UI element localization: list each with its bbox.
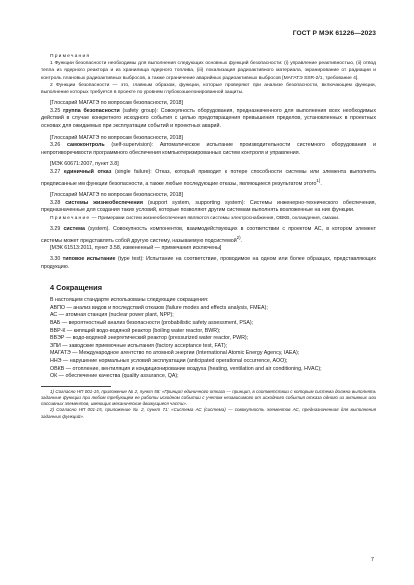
standard-header: ГОСТ Р МЭК 61226—2023: [292, 30, 376, 37]
term-3-27: 3.27 единичный отказ (single failure): Отказ, который приводит к потере способности системы или элемента выполнять предписанные им функции безопасности, а также любые последующие отказы, являющиеся результатом этого$^{1)}$.: [41, 168, 376, 187]
abbr-item: ОВКВ — отопление, вентиляция и кондиционирование воздуха (heating, ventilation and air conditioning, HVAC);: [50, 365, 322, 372]
note-support: Примечание — Примерами систем жизнеобеспечения являются системы электроснабжения, ОВКВ, охлаждения, смазки.: [50, 215, 340, 221]
abbr-item: МАГАТЭ — Международное агентство по атомной энергии (International Atomic Energy Agency, IAEA);: [50, 350, 300, 357]
abbr-item: ВАБ — вероятностный анализ безопасности (probabilistic safety assessment, PSA);: [50, 320, 254, 327]
page-content: [41, 53, 376, 420]
abbr-item: АС — атомная станция (nuclear power plant, NPP);: [50, 312, 174, 319]
footnote-2: 2) Согласно НП 001-15, приложение № 2, пункт 71: «Система АС (система) — совокупность элементов АС, предназначенная для выполнения заданных функций».: [41, 407, 376, 419]
abbr-item: ННЭ — нарушение нормальных условий эксплуатации (anticipated operational occurrence, AOO);: [50, 357, 288, 364]
notes-label: Примечания: [50, 54, 91, 59]
footnote-ref: 2): [236, 234, 241, 240]
abbr-item: ЗПИ — заводские приемочные испытания (factory acceptance test, FAT);: [50, 342, 228, 349]
note-1: 1 Функции безопасности необходимы для выполнения следующих основных функций безопасности: (i) управление реактивностью, (ii) отвод тепла из ядерного реактора и из хранилища ядерного топлива, (iii) локализация радиоактивного материала, экранирование от радиации и контроль плановых радиоактивных выбросов, а также ограничение аварийных радиоактивных выбросов [МАГАТЭ SSR-2/1, требование 4].: [41, 61, 376, 81]
source-ref: [МЭК 60671:2007, пункт 3.8]: [50, 161, 119, 168]
footnote-1: 1) Согласно НП 001-15, приложение № 2, пункт 58: «Принцип единичного отказа — принцип, в соответствии с которым система должна выполнять заданные функции при любом требующем ее работы исходном событии с учетом независимого от исходного события отказа одного из активных или пассивных элементов, имеющих механические движущиеся части».: [41, 388, 376, 407]
abbr-item: АВПО — анализ видов и последствий отказов (failure modes and effects analysis, FMEA);: [50, 304, 268, 311]
abbr-item: ВВЭР — водо-водяной энергетический реактор (pressurized water reactor, PWR);: [50, 335, 249, 342]
source-ref: [Глоссарий МАГАТЭ по вопросам безопасности, 2018]: [50, 134, 183, 141]
term-3-30: 3.30 типовое испытание (type test): Испытание на соответствие, проводимое на одном или более образцах, представляющих продукцию.: [41, 256, 376, 271]
term-3-29: 3.29 система (system). Совокупность компонентов, взаимодействующих в соответствии с проектом АС, в котором элемент системы может представлять собой другую систему, называемую подсистемой$^{2)}$.: [41, 225, 377, 244]
section-intro: В настоящем стандарте использованы следующие сокращения:: [50, 297, 209, 304]
source-ref: [Глоссарий МАГАТЭ по вопросам безопасности, 2018]: [50, 100, 183, 107]
section-title: 4 Сокращения: [50, 282, 103, 292]
term-3-26: 3.26 самоконтроль (self-supervision): Автоматическое испытание производительности системного оборудования и непротиворечивости программного обеспечения компьютеризированных систем контроля и управления.: [41, 142, 376, 156]
footnote-divider: [41, 386, 111, 387]
source-ref: [Глоссарий МАГАТЭ по вопросам безопасности, 2018]: [50, 191, 183, 198]
term-3-25: 3.25 группа безопасности (safety group): Совокупность оборудования, предназначенного для выполнения всех необходимых действий в случае конкретного исходного события с целью предотвращения превышения пределов, установленных в проектных основах для ожидаемых при эксплуатации событий и проектных аварий.: [41, 107, 376, 129]
footnote-ref: 1): [316, 177, 321, 183]
note-2: 2 Функции безопасности — это, главным образом, функции, которые проверяют при анализе безопасности, включающем функции, выполнение которых требуется в проекте по уровням глубокоэшелонированной защиты.: [41, 82, 376, 96]
abbr-item: ВВР-К — кипящий водо-водяной реактор (boiling water reactor, BWR);: [50, 327, 221, 334]
page-number: 7: [370, 557, 374, 563]
term-3-28: 3.28 системы жизнеобеспечения (support system, supporting system): Системы инженерно-технического обеспечения, предназначенные для создания таких условий, которые позволяют другим системам выполнять возложенные на них функции.: [41, 199, 376, 214]
source-ref: [МЭК 61513:2011, пункт 3.58, измененный — примечания исключены]: [50, 244, 222, 251]
abbr-item: ОК — обеспечение качества (quality assurance, QA);: [50, 373, 179, 380]
